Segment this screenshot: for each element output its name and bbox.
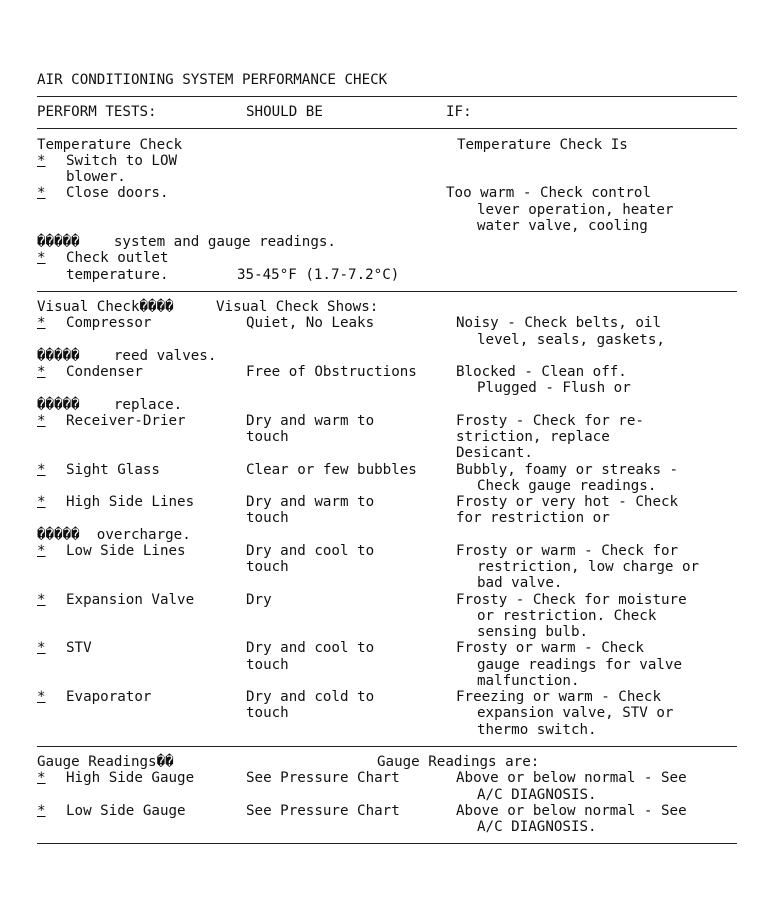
- bullet-star: *: [37, 462, 46, 478]
- visual-check-shows: Visual Check Shows:: [216, 299, 379, 315]
- if-text: Freezing or warm - Check: [456, 689, 661, 705]
- should-value: touch: [246, 559, 289, 575]
- if-text: water valve, cooling: [477, 218, 648, 234]
- item-label: STV: [66, 640, 92, 656]
- should-value: touch: [246, 705, 289, 721]
- if-text: lever operation, heater: [477, 202, 674, 218]
- divider: [37, 128, 737, 129]
- header-perform-tests: PERFORM TESTS:: [37, 104, 157, 120]
- if-text: restriction, low charge or: [477, 559, 700, 575]
- item-label: Expansion Valve: [66, 592, 195, 608]
- bullet-star: *: [37, 494, 46, 510]
- item-label: Check outlet: [66, 250, 169, 266]
- should-value: touch: [246, 510, 289, 526]
- bullet-star: *: [37, 770, 46, 786]
- if-text: sensing bulb.: [477, 624, 589, 640]
- if-text: Above or below normal - See: [456, 803, 687, 819]
- if-text: expansion valve, STV or: [477, 705, 674, 721]
- if-text: Plugged - Flush or: [477, 380, 631, 396]
- section-heading-temperature: Temperature Check: [37, 137, 183, 153]
- item-label: Close doors.: [66, 185, 169, 201]
- garbled-line: ����� system and gauge readings.: [37, 234, 336, 250]
- if-text: for restriction or: [456, 510, 610, 526]
- bullet-star: *: [37, 689, 46, 705]
- section-heading-gauge: Gauge Readings��: [37, 754, 174, 770]
- item-label: Evaporator: [66, 689, 152, 705]
- bullet-star: *: [37, 592, 46, 608]
- divider: [37, 843, 737, 844]
- result-heading-temperature: Temperature Check Is: [457, 137, 628, 153]
- item-label: Low Side Lines: [66, 543, 186, 559]
- bullet-star: *: [37, 250, 46, 266]
- page-title: AIR CONDITIONING SYSTEM PERFORMANCE CHECK: [37, 72, 388, 88]
- should-value: 35-45°F (1.7-7.2°C): [237, 267, 400, 283]
- should-value: touch: [246, 429, 289, 445]
- if-text: A/C DIAGNOSIS.: [477, 787, 597, 803]
- should-value: Free of Obstructions: [246, 364, 417, 380]
- item-label: Condenser: [66, 364, 143, 380]
- if-text: striction, replace: [456, 429, 610, 445]
- if-text: malfunction.: [477, 673, 580, 689]
- if-text: A/C DIAGNOSIS.: [477, 819, 597, 835]
- item-label: High Side Gauge: [66, 770, 195, 786]
- if-text: Too warm - Check control: [446, 185, 651, 201]
- should-value: See Pressure Chart: [246, 770, 400, 786]
- if-text: Bubbly, foamy or streaks -: [456, 462, 679, 478]
- should-value: See Pressure Chart: [246, 803, 400, 819]
- section-heading-visual: Visual Check����: [37, 299, 174, 315]
- item-label: Receiver-Drier: [66, 413, 186, 429]
- bullet-star: *: [37, 364, 46, 380]
- if-text: Above or below normal - See: [456, 770, 687, 786]
- garbled-line: ����� replace.: [37, 397, 183, 413]
- bullet-star: *: [37, 315, 46, 331]
- item-label: Compressor: [66, 315, 152, 331]
- should-value: Clear or few bubbles: [246, 462, 417, 478]
- should-value: Dry and cool to: [246, 640, 375, 656]
- if-text: Frosty - Check for moisture: [456, 592, 687, 608]
- should-value: Quiet, No Leaks: [246, 315, 375, 331]
- item-label: temperature.: [66, 267, 169, 283]
- bullet-star: *: [37, 185, 46, 201]
- if-text: Frosty or warm - Check for: [456, 543, 679, 559]
- if-text: Blocked - Clean off.: [456, 364, 627, 380]
- if-text: Desicant.: [456, 445, 533, 461]
- should-value: touch: [246, 657, 289, 673]
- should-value: Dry: [246, 592, 272, 608]
- bullet-star: *: [37, 640, 46, 656]
- item-label: High Side Lines: [66, 494, 195, 510]
- if-text: bad valve.: [477, 575, 563, 591]
- gauge-readings-are: Gauge Readings are:: [377, 754, 540, 770]
- if-text: Check gauge readings.: [477, 478, 657, 494]
- if-text: or restriction. Check: [477, 608, 657, 624]
- divider: [37, 291, 737, 292]
- item-label: Switch to LOW: [66, 153, 178, 169]
- bullet-star: *: [37, 153, 46, 169]
- if-text: Frosty or warm - Check: [456, 640, 644, 656]
- item-label: blower.: [66, 169, 126, 185]
- should-value: Dry and warm to: [246, 413, 375, 429]
- if-text: Frosty or very hot - Check: [456, 494, 679, 510]
- bullet-star: *: [37, 413, 46, 429]
- if-text: Frosty - Check for re-: [456, 413, 644, 429]
- should-value: Dry and warm to: [246, 494, 375, 510]
- item-label: Low Side Gauge: [66, 803, 186, 819]
- item-label: Sight Glass: [66, 462, 160, 478]
- if-text: level, seals, gaskets,: [477, 332, 665, 348]
- should-value: Dry and cool to: [246, 543, 375, 559]
- header-should-be: SHOULD BE: [246, 104, 323, 120]
- bullet-star: *: [37, 543, 46, 559]
- if-text: gauge readings for valve: [477, 657, 682, 673]
- garbled-line: ����� overcharge.: [37, 527, 191, 543]
- header-if: IF:: [446, 104, 472, 120]
- if-text: thermo switch.: [477, 722, 597, 738]
- if-text: Noisy - Check belts, oil: [456, 315, 661, 331]
- garbled-line: ����� reed valves.: [37, 348, 217, 364]
- bullet-star: *: [37, 803, 46, 819]
- divider: [37, 746, 737, 747]
- divider: [37, 96, 737, 97]
- should-value: Dry and cold to: [246, 689, 375, 705]
